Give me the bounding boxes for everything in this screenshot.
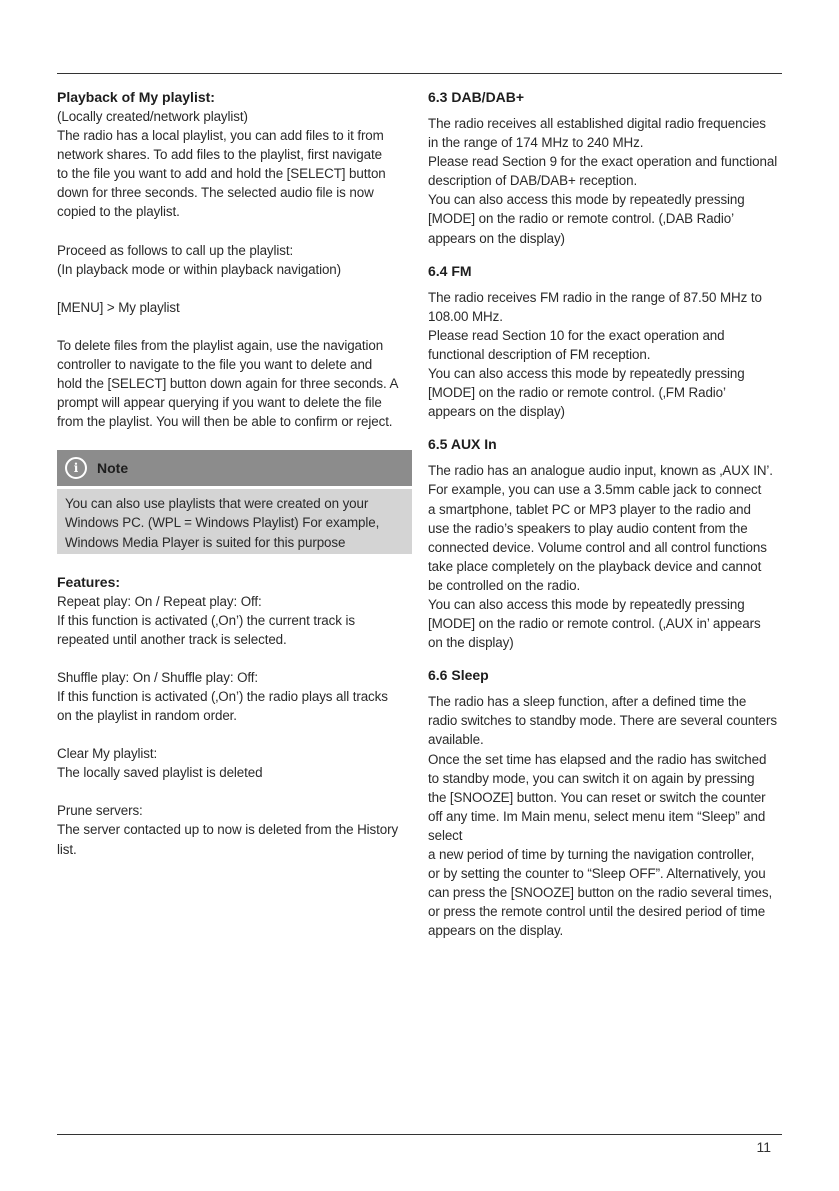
aux-heading: 6.5 AUX In (428, 436, 497, 453)
sleep-body: The radio has a sleep function, after a defined time the radio switches to standby mode. There are several counters available. Once the set time has elapsed and the radio has switched to standby mode, you can switch it on again by pressing the [SNOOZE] button. You can reset or switch the counter off any time. Im Main menu, select menu item “Sleep” and select a new period of time by turning the navigation controller, or by setting the counter to “Sleep OFF”. Alternatively, you can press the [SNOOZE] button on the radio several times, or press the remote control until the desired period of time appears on the display. (428, 694, 777, 939)
repeat-title: Repeat play: On / Repeat play: Off: (57, 593, 262, 609)
fm-heading: 6.4 FM (428, 262, 472, 279)
page-number: 11 (756, 1139, 771, 1155)
clear-body: The locally saved playlist is deleted (57, 765, 263, 781)
callup-line2: (In playback mode or within playback navigation) (57, 261, 341, 277)
note-title: Note (97, 460, 129, 477)
callup-line1: Proceed as follows to call up the playlist: (57, 242, 294, 258)
delete-instructions: To delete files from the playlist again, use the navigation controller to navigate to the file you want to delete and hold the [SELECT] button down again for three seconds. A prompt will appear querying if you want to delete the file from the playlist. You will then be able to confirm or reject. (57, 337, 399, 430)
info-icon: i (65, 457, 87, 479)
playback-heading: Playback of My playlist: (57, 89, 215, 105)
menu-path: [MENU] > My playlist (57, 299, 180, 315)
dab-heading: 6.3 DAB/DAB+ (428, 89, 525, 105)
repeat-body: If this function is activated (‚On’) the current track is repeated until another track is selected. (57, 612, 355, 647)
playback-subtitle: (Locally created/network playlist) (57, 109, 248, 124)
sleep-heading: 6.6 Sleep (428, 667, 489, 684)
features-heading: Features: (57, 573, 121, 590)
footer-rule (57, 1134, 782, 1135)
aux-body: The radio has an analogue audio input, known as ‚AUX IN’. For example, you can use a 3.5mm cable jack to connect a smartphone, tablet PC or MP3 player to the radio and use the radio’s speakers to play audio content from the connected device. Volume control and all control functions take place completely on the playback device and cannot be controlled on the radio. You can also access this mode by repeatedly pressing [MODE] on the radio or remote control. (‚AUX in’ appears on the display) (428, 463, 773, 651)
shuffle-title: Shuffle play: On / Shuffle play: Off: (57, 669, 259, 685)
dab-body: The radio receives all established digital radio frequencies in the range of 174 MHz to 240 MHz. Please read Section 9 for the exact operation and functional description of DAB/DAB+ reception. You can also access this mode by repeatedly pressing [MODE] on the radio or remote control. (‚DAB Radio’ appears on the display) (428, 116, 778, 246)
header-rule (57, 73, 782, 74)
prune-title: Prune servers: (57, 803, 143, 819)
note-text: You can also use playlists that were created on your Windows PC. (WPL = Windows Playlist) For example, Windows Media Player is suited for this purpose (65, 496, 380, 550)
note-body (57, 489, 412, 553)
clear-title: Clear My playlist: (57, 746, 158, 762)
prune-body: The server contacted up to now is deleted from the History list. (57, 822, 399, 857)
fm-body: The radio receives FM radio in the range of 87.50 MHz to 108.00 MHz. Please read Section 10 for the exact operation and functional description of FM reception. You can also access this mode by repeatedly pressing [MODE] on the radio or remote control. (‚FM Radio’ appears on the display) (428, 289, 762, 420)
left-column (57, 88, 412, 859)
right-column (428, 88, 784, 940)
note-box (57, 450, 412, 553)
playback-body: The radio has a local playlist, you can add files to it from network shares. To add files to the playlist, first navigate to the file you want to add and hold the [SELECT] button down for three seconds. The selected audio file is now copied to the playlist. (57, 128, 386, 220)
shuffle-body: If this function is activated (‚On’) the radio plays all tracks on the playlist in random order. (57, 688, 388, 724)
note-header (57, 450, 412, 486)
